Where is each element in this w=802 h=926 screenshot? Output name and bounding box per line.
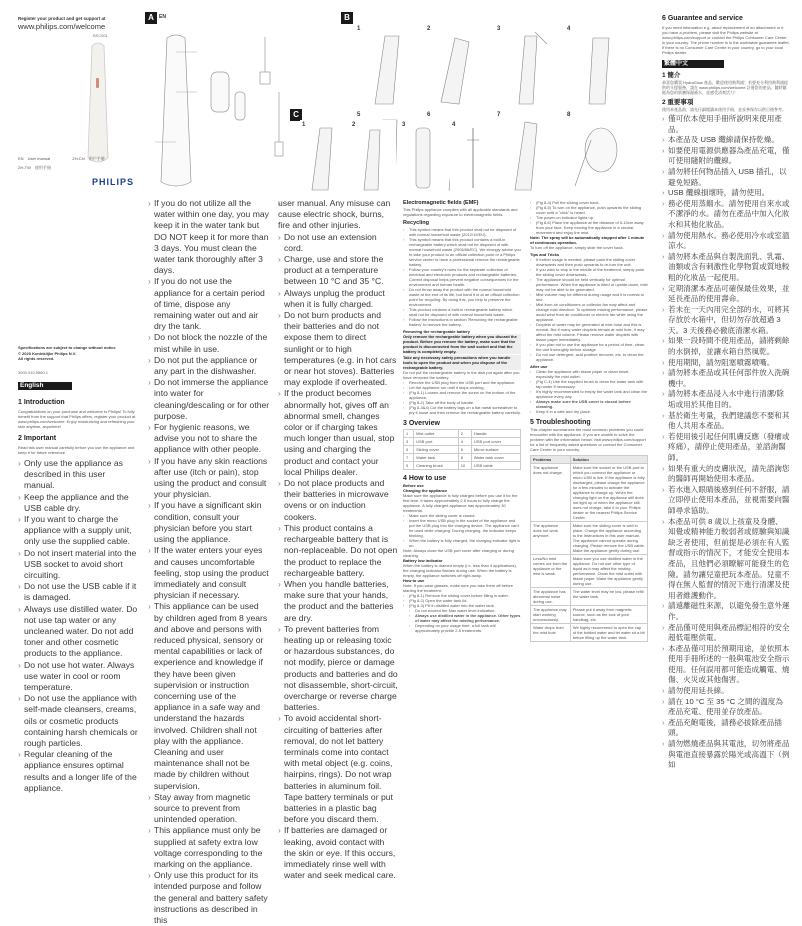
list-item: › 請勿將本產品與自製洗面乳、乳霜、油類或含有刺激性化學物質或質地較粗的化妝品一起使用。 xyxy=(662,252,790,284)
list-item: › Do not use an extension cord. xyxy=(278,232,398,254)
col-5 xyxy=(530,200,648,642)
step-number: 1 xyxy=(357,26,361,32)
table-cell: 9 xyxy=(404,462,414,470)
steps-top xyxy=(530,200,648,235)
table-cell: Make sure the sliding cover is well in place. Charge the appliance according to the instructions in this user manual. The appliance cannot operate during charging. Please remove the USB cable. Make the appliance gently during use. xyxy=(570,522,647,555)
table-cell: The appliance may start working unconsciously. xyxy=(531,606,571,624)
zh-intro-heading: 1 簡介 xyxy=(662,72,681,79)
list-item: › Remove the USB plug from the USB port and the appliance. xyxy=(403,380,521,385)
column-header: Solution xyxy=(570,456,647,464)
step-number: 4 xyxy=(567,26,571,32)
register-line: Register your product and get support at xyxy=(18,16,106,21)
list-item: › Charge, use and store the product at a temperature between 10 °C and 35 °C. xyxy=(278,254,398,288)
list-item: › 使用期間，請勿阻塞噴霧噴嘴。 xyxy=(662,358,790,369)
emf-heading: Electromagnetic fields (EMF) xyxy=(403,200,479,206)
list-item: › 產品僅可使用與產品標記相符的安全超低電壓供電。 xyxy=(662,623,790,644)
manual-label: 用户手册 xyxy=(88,156,105,161)
col-1-list xyxy=(18,458,138,794)
howto-note: Note: If you wear glasses, make sure you take them off before starting the treatment. xyxy=(403,583,513,593)
table-row xyxy=(404,462,521,470)
fig-label-b: B xyxy=(341,12,353,24)
list-item: › Regular cleaning of the appliance ensures optimal results and a longer life of the appliance. xyxy=(18,749,138,794)
table-cell: Make sure you use distilled water in the appliance. Do not use other type of liquid as it may affect the misting performance. Clean the mist outlet with tissue paper. Make the appliance gently during use. xyxy=(570,555,647,588)
table-cell: 4 xyxy=(458,438,471,446)
turn-off: To turn off the appliance, simply slide the cover back. xyxy=(530,245,624,250)
table-cell: Water tank cover xyxy=(471,454,520,462)
list-item: › Mist from air conditioners or collector fan may affect and change mist direction. To optimize misting performance, please avoid wind from air conditioner or electric fan while using the appliance. xyxy=(530,302,648,322)
charging-note: Note: Always close the USB port cover after charging or during cleaning. xyxy=(403,548,514,558)
list-item: › 本產品僅可用於預期用途，並依照本使用手冊所述的一般與電池安全指示使用。任何誤用都可能造成觸電、燒傷、火災或其他傷害。 xyxy=(662,644,790,686)
spray-note: Note: The spray will be automatically stopped after 1 minute of continuous operation. xyxy=(530,235,645,245)
fig-lang-tag: EN xyxy=(159,14,166,20)
charging-text: Make sure the appliance is fully charged before you use it for the first time. It takes approximately 2.5 hours to fully charge the appliance. A fully charged appliance has approximately 30 treatments. xyxy=(403,493,518,513)
trouble-text: This chapter summarizes the most common problems you could encounter with the appliance. If you are unable to solve the problem with the information below, visit www.philips.com/support for a list of frequently asked questions or contact the Consumer Care Center in your country. xyxy=(530,427,646,452)
list-item: › If batteries are damaged or leaking, avoid contact with the skin or eye. If this occurs, immediately rinse well with water and seek medical care. xyxy=(278,825,398,881)
list-item: › Follow your country's rules for the separate collection of electrical and electronic products and rechargeable batteries. Correct disposal helps prevent negative consequences for the environment and human health. xyxy=(403,267,521,287)
removing-bold: Only remove the rechargeable battery when you discard the product. Before you remove the battery, make sure that the product is disconnected from the wall socket and that the battery is completely empty. xyxy=(403,334,521,354)
manual-label: User manual xyxy=(27,156,51,161)
table-row xyxy=(404,454,521,462)
table-cell: 6 xyxy=(458,446,471,454)
list-item: › 請勿使用延長線。 xyxy=(662,686,790,697)
spec-notice xyxy=(18,345,116,362)
list-item: › 請遠離磁性來源，以避免發生意外運作。 xyxy=(662,601,790,622)
fig-c-step xyxy=(300,120,346,195)
overview-heading: 3 Overview xyxy=(403,420,440,427)
table-cell: USB cable xyxy=(471,462,520,470)
manual-code: ZH-CN xyxy=(72,156,85,161)
col-6 xyxy=(662,14,790,771)
list-item: › This symbol means that this product contains a built-in rechargeable battery which shall not be disposed of with normal household waste (2006/66/EC). We strongly advise you to take your product to an official collection point or a Philips service center to have a professional remove the rechargeable battery. xyxy=(403,237,521,267)
trouble-table xyxy=(530,455,648,642)
trouble-heading: 5 Troubleshooting xyxy=(530,419,591,426)
table-cell: Less/No mist comes out from the appliance or the mist is weak. xyxy=(531,555,571,588)
battery-low-heading: Battery low indicator xyxy=(403,558,443,563)
list-item: › Droplets of water may be generated at mist hose and this is normal. But if many water droplets remain at mist hole, it may affect the mist volume. Please remove water droplets with tissue paper immediately. xyxy=(530,322,648,342)
list-item: › 若未在一天內用完全部的水，可將其存放於水箱中，但切勿存放超過 3 天。3 天後務必徹底清潔水箱。 xyxy=(662,305,790,337)
table-cell: Water drops from the mist hole. xyxy=(531,624,571,642)
fig-b-step xyxy=(355,24,419,109)
list-item: › When the battery is fully charged, the charging indicator light is on. xyxy=(403,538,521,548)
table-cell: 5 xyxy=(404,446,414,454)
list-item: › 請勿將本產品浸入水中進行清潔/除垢或用於其他目的。 xyxy=(662,389,790,410)
table-cell: Mirror surface xyxy=(471,446,520,454)
list-item: › Do not block the nozzle of the mist while in use. xyxy=(148,332,270,354)
list-item: › Do not place products and their batteries in microwave ovens or on induction cookers. xyxy=(278,478,398,523)
spec-line: Specifications are subject to change without notice xyxy=(18,345,116,350)
intro-text: Congratulations on your purchase and welcome to Philips! To fully benefit from the support that Philips offers, register your product at www.philips.com/welcome. Enjoy moisturizing and refreshing your skin anytime, anywhere! xyxy=(18,409,136,429)
table-header-row xyxy=(531,456,648,464)
list-item: › Do not use detergent, acid positive remover, etc. to clean the appliance. xyxy=(530,352,648,362)
table-cell: The appliance has abnormal noise during use. xyxy=(531,588,571,606)
col-2 xyxy=(148,198,270,926)
spec-line: All rights reserved. xyxy=(18,356,55,361)
list-item: › Always unplug the product when it is fully charged. xyxy=(278,288,398,310)
list-item: › Always use distilled water. Do not use tap water or any uncleaned water. Do not add toner and other cosmetic products to the appliance. xyxy=(18,604,138,660)
list-item: › If you want to charge the appliance with a supply unit, only use the supplied cable. xyxy=(18,514,138,548)
list-item: › 如果一段時間不使用產品，請將剩餘的水倒掉，並讓水箱自然風乾。 xyxy=(662,336,790,357)
list-item: › If you have any skin reactions after use (itch or pain), stop using the product and consult your physician. xyxy=(148,456,270,501)
list-item: › If the water enters your eyes and causes uncomfortable feeling, stop using the product immediately and consult physician if necessary. xyxy=(148,545,270,601)
important-text: Read this user manual carefully before you use the appliance and keep it for future reference. xyxy=(18,445,135,455)
list-item: › (Fig C-4) Use the supplied brush to clean the water tank with tap water if necessary. xyxy=(530,379,648,389)
list-item: › Insert the micro USB plug in the socket of the appliance and put the USB plug into the charging device. The appliance can't be used while charging. During charging, the indicator keeps blinking. xyxy=(403,518,521,538)
step-number: 2 xyxy=(352,122,356,128)
table-row xyxy=(531,606,648,624)
list-item: › Only use the appliance as described in this user manual. xyxy=(18,458,138,492)
table-row xyxy=(531,464,648,522)
list-item: › (Fig 8-1) Loosen and remove the screw on the bottom of the appliance. xyxy=(403,390,521,400)
table-row xyxy=(531,555,648,588)
fig-b-step xyxy=(495,24,559,109)
zh-tw-bar: 繁體中文 xyxy=(662,60,724,68)
list-item: › Do not use the USB cable if it is damaged. xyxy=(18,581,138,603)
table-cell: Make sure the socket or the USB port to which you connect the appliance or micro USB is live. If the appliance is fully discharged, please charge the appliance for a few minutes to activate the appliance to charge up. When the charging light on the appliance still does not light up or when the appliance still does not charge, take it to your Philips dealer or the nearest Philips Service Center. xyxy=(570,464,647,522)
col-2-list xyxy=(148,198,270,926)
list-item: › user manual. Any misuse can cause electric shock, burns, fire and other injuries. xyxy=(278,198,398,232)
table-cell: The appliance does not work anymore. xyxy=(531,522,571,555)
list-item: › 請勿燃燒產品與其電池，切勿將產品與電池直接暴露於陽光或高溫下（例如 xyxy=(662,739,790,771)
table-row xyxy=(531,588,648,606)
list-item: › Do not use hot water. Always use water in cool or room temperature. xyxy=(18,660,138,694)
manual-code: EN xyxy=(18,156,24,161)
fig-c-step xyxy=(400,120,446,195)
list-item: › This appliance must only be supplied at safety extra low voltage corresponding to the marking on the appliance. xyxy=(148,825,270,870)
guarantee-text: If you need information e.g. about replacement of an attachment or if you have a problem, please visit the Philips website at www.philips.com/support or contact the Philips Consumer Care Center in your country. The phone number is in the worldwide guarantee leaflet. If there is no Consumer Care Centre in your country, go to your local Philips dealer. xyxy=(662,25,790,55)
charging-heading: Charging the appliance xyxy=(403,488,448,493)
list-item: › This product contains a built-in rechargeable battery which shall not be disposed of with normal household waste. xyxy=(403,307,521,317)
list-item: › When you handle batteries, make sure that your hands, the product and the batteries are dry. xyxy=(278,579,398,624)
fig-b-step xyxy=(565,110,629,195)
step-number: 4 xyxy=(452,122,456,128)
list-item: › Only use this product for its intended purpose and follow the general and battery safety instructions as described in this xyxy=(148,870,270,926)
fig-a-device xyxy=(147,32,205,192)
fig-c-row xyxy=(300,120,500,195)
list-item: › Do not insert material into the USB socket to avoid short circuiting. xyxy=(18,548,138,582)
removing-text: Do not put the rechargeable battery in the dish pot again after you have removed the battery. xyxy=(403,370,520,380)
list-item: › Do not immerse the appliance into water for cleaning/descaling or for other purpose. xyxy=(148,377,270,422)
tips-list xyxy=(530,257,648,362)
step-number: 5 xyxy=(357,112,361,118)
list-item: › 請勿使用熱水。務必使用冷水或室溫涼水。 xyxy=(662,231,790,252)
table-cell: The appliance does not charge. xyxy=(531,464,571,522)
list-item: › It's highly recommended to empty the water tank and clean the appliance every day. xyxy=(530,389,648,399)
list-item: › (Fig 8-1) Remove the sliding cover before filling in water. xyxy=(403,593,521,598)
fig-c-step xyxy=(450,120,496,195)
list-item: › Depending on your usage time, a full tank will approximately provide 2-5 treatments. xyxy=(409,623,521,633)
before-use: Before use xyxy=(403,483,424,488)
fig-c-step xyxy=(350,120,396,195)
table-cell: Handle xyxy=(471,430,520,438)
list-item: › If you do not utilize all the water within one day, you may keep it in the water tank but DO NOT keep it for more than 3 days. You must clean the water tank thoroughly after 3 days. xyxy=(148,198,270,276)
list-item: › If you plan not to use the appliance for a period of time, clean the unit thoroughly before storage. xyxy=(530,342,648,352)
table-row xyxy=(404,446,521,454)
spec-line: © 2020 Koninklijke Philips N.V. xyxy=(18,350,77,356)
list-item: › Do not use the appliance with self-made cleansers, creams, oils or cosmetic products containing harsh chemicals or rough particles. xyxy=(18,693,138,749)
list-item: › If you have a significant skin condition, consult your physician before you start using the appliance. xyxy=(148,500,270,545)
howto-steps xyxy=(403,593,521,608)
step-number: 7 xyxy=(497,112,501,118)
list-item: › Do not exceed the Max water level indication. xyxy=(409,608,521,613)
cover-panel xyxy=(0,0,145,390)
step-number: 3 xyxy=(402,122,406,128)
table-cell: Cleaning brush xyxy=(414,462,459,470)
table-cell: 1 xyxy=(404,430,414,438)
list-item: › Keep it in a safe and dry place. xyxy=(530,409,648,414)
manual-label: 使用手冊 xyxy=(34,165,51,170)
zh-intro-text: 恭喜您購買 HydraGlow 產品，歡迎使用飛利浦！若要充分利用飛利浦提供的支援服務，請在 www.philips.com/welcome 註冊您的產品。隨時隨地為您的肌膚保濕補水，並感受清爽活力！ xyxy=(662,80,789,95)
list-item: › (Fig 8-3) Fill in distilled water into the water tank. xyxy=(403,603,521,608)
list-item: › To prevent batteries from heating up or releasing toxic or hazardous substances, do not modify, pierce or damage products and batteries and do not disassemble, short-circuit, overcharge or reverse charge batteries. xyxy=(278,624,398,714)
list-item: › 僅可依本使用手冊所說明來使用產品。 xyxy=(662,114,790,135)
removing-heading: Removing the rechargeable battery xyxy=(403,329,470,334)
table-row xyxy=(404,430,521,438)
manual-rows xyxy=(18,156,143,170)
brand-logo: PHILIPS xyxy=(92,177,135,187)
device-illustration xyxy=(78,38,118,168)
table-cell: Mist outlet xyxy=(414,430,459,438)
list-item: › 如要使用電源供應器為產品充電，僅可使用隨附的纜線。 xyxy=(662,146,790,167)
list-item: › This product contains a rechargeable battery that is non-replaceable. Do not open the product to replace the rechargeable battery. xyxy=(278,523,398,579)
zh-list xyxy=(662,114,790,771)
recycling-heading: Recycling xyxy=(403,220,429,226)
list-item: › The power-on indicator lights up. xyxy=(530,215,648,220)
col-1 xyxy=(18,398,138,794)
fig-a-parts xyxy=(205,32,295,192)
list-item: › 本產品可供 8 歲以上孩童及身體、知覺或精神能力較弱者或經驗與知識缺乏者使用，但前提是必須在有人監督或指示的情況下，才能安全使用本產品，且他們必須瞭解可能發生的危險。請勿讓兒童把玩本產品。兒童不得在無人監督的情況下進行清潔及使用者維護動作。 xyxy=(662,517,790,602)
table-cell: Water tank xyxy=(414,454,459,462)
list-item: › (Fig 8-6) Place the appliance at the distance of 5-10cm away from your face. Keep moving the appliance in a circular movement and enjoy the mist. xyxy=(530,220,648,235)
step-number: 3 xyxy=(497,26,501,32)
table-cell: 10 xyxy=(458,462,471,470)
guarantee-heading: 6 Guarantee and service xyxy=(662,15,743,22)
list-item: › If the product becomes abnormally hot, gives off an abnormal smell, changes color or if charging takes much longer than usual, stop using and charging the product and contact your local Philips dealer. xyxy=(278,388,398,478)
english-bar: English xyxy=(18,382,72,390)
table-row xyxy=(404,438,521,446)
list-item: › If further usage is needed, please push the sliding cover downwards and then push upwards to re-turn the unit. xyxy=(530,257,648,267)
list-item: › Do not burn products and their batteries and do not expose them to direct sunlight or to high temperatures (e.g. in hot cars or near hot stoves). Batteries may explode if overheated. xyxy=(278,310,398,388)
fig-b-step xyxy=(495,110,559,195)
list-item: › 定期清潔本產品可確保最佳效果，並延長產品的使用壽命。 xyxy=(662,284,790,305)
emf-text: This Philips appliance complies with all applicable standards and regulations regarding exposure to electromagnetic fields. xyxy=(403,207,518,217)
list-item: › 若水進入眼睛後感到任何不舒服，請立即停止使用本產品，並視需要向醫師尋求協助。 xyxy=(662,485,790,517)
list-item: › Do not put the appliance or any part in the dishwasher. xyxy=(148,355,270,377)
fig-b-step xyxy=(565,24,629,109)
recycling-list xyxy=(403,227,521,327)
table-row xyxy=(531,624,648,642)
howto-use-heading: How to use xyxy=(403,578,425,583)
list-item: › 請勿將本產品或其任何部件放入洗碗機中。 xyxy=(662,368,790,389)
step-number: 6 xyxy=(427,112,431,118)
col-3 xyxy=(278,198,398,881)
column-header: Problems xyxy=(531,456,571,464)
howto-warnings xyxy=(403,608,521,633)
list-item: › Keep the appliance and the USB cable dry. xyxy=(18,492,138,514)
zh-important-text: 使用本產品前，請先仔細閱讀本使用手冊，並妥善保存以供日後參考。 xyxy=(662,107,786,112)
list-item: › Clean the appliance with tissue paper or clean towel, especially the mist outlet. xyxy=(530,369,648,379)
list-item: › (Fig 8-5) To turn on the appliance, push upwards the sliding cover until a "click" is heard. xyxy=(530,205,648,215)
important-heading: 2 Important xyxy=(18,435,57,442)
list-item: › Let the appliance run until it stops working. xyxy=(403,385,521,390)
step-number: 8 xyxy=(567,112,571,118)
list-item: › USB 纜線損壞時，請勿使用。 xyxy=(662,188,790,199)
list-item: › If you do not use the appliance for a certain period of time, dispose any remaining water out and air dry the tank. xyxy=(148,276,270,332)
removing-steps xyxy=(403,380,521,415)
fig-label-a: A xyxy=(145,12,157,24)
battery-low-text: When the battery is drained empty (i.e. less than 4 applications), the charging indicator flashes during use. When the battery is empty, the appliance switches off right away. xyxy=(403,563,517,578)
list-item: › 基於衛生考量，我們建議您不要和其他人共用本產品。 xyxy=(662,411,790,432)
table-cell: 3 xyxy=(404,438,414,446)
list-item: › 若使用後引起任何肌膚反應（發癢或疼痛），請停止使用產品，並諮詢醫師。 xyxy=(662,432,790,464)
list-item: › To avoid accidental short-circuiting of batteries after removal, do not let battery terminals come into contact with metal object (e.g. coins, hairpins, rings). Do not wrap batteries in aluminum foil. Tape battery terminals or put batteries in a plastic bag before you discard them. xyxy=(278,713,398,825)
step-number: 2 xyxy=(427,26,431,32)
col-4 xyxy=(403,200,521,633)
table-cell: 7 xyxy=(404,454,414,462)
removing-bold-2: Take any necessary safety precautions when you handle tools to open the product and when you dispose of the rechargeable battery. xyxy=(403,355,521,370)
list-item: › 如果有重大的皮膚狀況，請先諮詢您的醫師再開始使用本產品。 xyxy=(662,464,790,485)
after-use-list xyxy=(530,369,648,414)
list-item: › This appliance can be used by children aged from 8 years and above and persons with reduced physical, sensory or mental capabilities or lack of experience and knowledge if they have been given supervision or instruction concerning use of the appliance in a safe way and understand the hazards involved. Children shall not play with the appliance. Cleaning and user maintenance shall not be made by children without supervision. xyxy=(148,601,270,791)
list-item: › If you wish to stop in the middle of the treatment, simply push the sliding cover downwards. xyxy=(530,267,648,277)
zh-important-heading: 2 重要事項 xyxy=(662,99,694,106)
overview-table xyxy=(403,429,521,470)
col-3-list xyxy=(278,198,398,881)
howto-heading: 4 How to use xyxy=(403,475,447,482)
list-item: › 產品充飽電後，請務必拔除產品插頭。 xyxy=(662,718,790,739)
table-cell: 8 xyxy=(458,454,471,462)
list-item: › Make sure the sliding cover is closed. xyxy=(403,513,521,518)
list-item: › (Fig 8-4) Pull the sliding cover back. xyxy=(530,200,648,205)
manual-code: ZH-TW xyxy=(18,165,31,170)
list-item: › This symbol means that this product shall not be disposed of with normal household waste (2012/19/EU). xyxy=(403,227,521,237)
step-number: 1 xyxy=(302,122,306,128)
list-item: › (Fig 8-3&4) Cut the battery tags on a flat metal screwdriver to pry it loose and then remove the rechargeable battery carefully. xyxy=(403,405,521,415)
list-item: › Stay away from magnetic source to prevent from unintended operation. xyxy=(148,792,270,826)
list-item: › 請在 10 °C 至 35 °C 之間的溫度為產品充電、使用並存放產品。 xyxy=(662,697,790,718)
table-cell: The water level may be low, please refill the water tank. xyxy=(570,588,647,606)
welcome-url[interactable]: www.philips.com/welcome xyxy=(18,22,106,31)
list-item: › 請勿將任何物品插入 USB 插孔，以避免短路。 xyxy=(662,167,790,188)
list-item: › The appliance should be held vertically for optimal performance. When the appliance is tilted or upside-down, mist may not be able to be generated. xyxy=(530,277,648,292)
doc-number: 3000.010.9560.1 xyxy=(18,370,49,375)
list-item: › (Fig 8-2) Open the water tank lid. xyxy=(403,598,521,603)
table-row xyxy=(531,522,648,555)
list-item: › Follow the instructions in section 'Removing the rechargeable battery' to remove the battery. xyxy=(403,317,521,327)
table-cell: 2 xyxy=(458,430,471,438)
charging-steps xyxy=(403,513,521,548)
table-cell: USB port xyxy=(414,438,459,446)
list-item: › For hygienic reasons, we advise you not to share the appliance with other people. xyxy=(148,422,270,456)
intro-heading: 1 Introduction xyxy=(18,399,65,406)
table-cell: We highly recommend to open the cap of the bottled water and let water sit a bit before filling up the water tank. xyxy=(570,624,647,642)
table-cell: Please put it away from magnetic source, such as the lock of your handbag, etc. xyxy=(570,606,647,624)
table-cell: Sliding cover xyxy=(414,446,459,454)
fig-b-step xyxy=(425,24,489,109)
list-item: › Always make sure the USB cover is closed before cleaning. xyxy=(530,399,648,409)
fig-label-c: C xyxy=(290,109,302,121)
fig-b-row-1 xyxy=(355,24,655,109)
list-item: › Always use distilled water in the appliance. Other types of water may affect the misting performance. xyxy=(409,613,521,623)
tips-heading: Tips and Tricks xyxy=(530,252,560,257)
list-item: › Do not throw away the product with the normal household waste at the end of its life, but hand it in at an official collection point for recycling. By doing this, you help to preserve the environment. xyxy=(403,287,521,307)
list-item: › Mist volume may be different during usage and it is normal to see. xyxy=(530,292,648,302)
list-item: › (Fig 8-2) Take off the body of handle. xyxy=(403,400,521,405)
after-use-heading: After use xyxy=(530,364,548,369)
list-item: › 本產品及 USB 纜線請保持乾燥。 xyxy=(662,135,790,146)
table-cell: USB port cover xyxy=(471,438,520,446)
model-number: BSC601 xyxy=(93,33,108,38)
list-item: › 務必使用蒸餾水。請勿使用自來水或不潔淨的水。請勿在產品中加入化妝水和其他化妝品。 xyxy=(662,199,790,231)
